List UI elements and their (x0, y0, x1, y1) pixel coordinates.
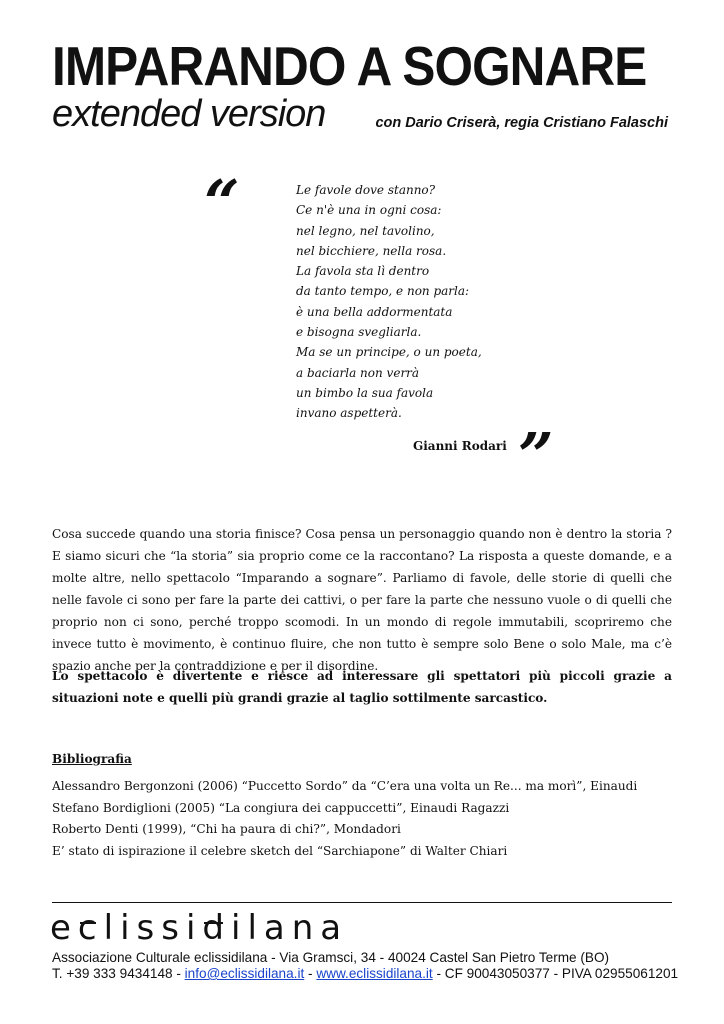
brand-text: lissi (103, 908, 203, 948)
poem-line: un bimbo la sua favola (296, 385, 434, 400)
poem-line: Le favole dove stanno? (296, 183, 436, 197)
brand-text: e (50, 908, 78, 948)
footer-fiscal: - CF 90043050377 - PIVA 02955061201 (432, 966, 679, 981)
credits: con Dario Criserà, regia Cristiano Falaschi (375, 115, 668, 131)
footer-address: Associazione Culturale eclissidilana - Via Gramsci, 34 - 40024 Castel San Pietro Terme (BO) (52, 950, 610, 965)
poem-line: Ce n'è una in ogni cosa: (296, 203, 442, 218)
poem-line: invano aspetterà. (296, 406, 402, 421)
website-link[interactable]: www.eclissidilana.it (316, 966, 433, 981)
subtitle: extended version (52, 93, 326, 135)
bibliography-list (52, 776, 637, 863)
poem-line: è una bella addormentata (296, 304, 453, 319)
poem (296, 180, 482, 424)
footer-contacts (52, 966, 678, 982)
bibliography-entry: E’ stato di ispirazione il celebre sketch del “Sarchiapone” di Walter Chiari (52, 844, 508, 859)
brand-text-underlined: d (202, 908, 231, 948)
poem-line: nel bicchiere, nella rosa. (296, 243, 447, 258)
description-paragraph: Cosa succede quando una storia finisce? Cosa pensa un personaggio quando non è dentro la storia ? E siamo sicuri che “la storia” sia proprio come ce la raccontano? La risposta a queste domande, e a molte altre, nello spettacolo “Imparando a sognare”. Parliamo di favole, delle storie di quelli che nelle favole ci sono per fare la parte dei cattivi, o per fare la parte che nessuno vuole o di quelli che proprio non ci sono, perché troppo scomodi. In un mondo di regole immutabili, scopriremo che invece tutto è movimento, è continuo fluire, che non tutto è sempre solo Bene o solo Male, ma c’è spazio anche per la contraddizione e per il disordine. (52, 527, 672, 673)
poem-line: e bisogna svegliarla. (296, 325, 422, 340)
open-quote-mark: “ (204, 166, 240, 239)
highlight-paragraph: Lo spettacolo è divertente e riesce ad interessare gli spettatori più piccoli grazie a situazioni note e quelli più grandi grazie al taglio sottilmente sarcastico. (52, 669, 672, 705)
poem-line: a baciarla non verrà (296, 365, 420, 380)
email-link[interactable]: info@eclissidilana.it (184, 966, 305, 981)
bibliography-entry: Roberto Denti (1999), “Chi ha paura di chi?”, Mondadori (52, 822, 401, 837)
close-quote-mark: ” (518, 419, 554, 492)
footer-divider (52, 902, 672, 903)
footer-phone: T. +39 333 9434148 - (52, 966, 185, 981)
page-title: IMPARANDO A SOGNARE (52, 35, 647, 97)
poem-line: Ma se un principe, o un poeta, (296, 345, 482, 360)
footer-separator: - (304, 966, 317, 981)
bibliography-heading: Bibliografia (52, 752, 132, 766)
brand-text-underlined: c (77, 908, 104, 948)
poem-line: La favola sta lì dentro (296, 264, 430, 279)
brand-text: ilana (231, 908, 349, 948)
poem-author: Gianni Rodari (413, 439, 507, 453)
poem-line: nel legno, nel tavolino, (296, 223, 435, 238)
bibliography-entry: Alessandro Bergonzoni (2006) “Puccetto Sordo” da “C’era una volta un Re... ma morì”, Einaudi (52, 779, 638, 793)
brand-logo (50, 908, 348, 948)
poem-line: da tanto tempo, e non parla: (296, 284, 470, 299)
bibliography-entry: Stefano Bordiglioni (2005) “La congiura dei cappuccetti”, Einaudi Ragazzi (52, 800, 510, 815)
